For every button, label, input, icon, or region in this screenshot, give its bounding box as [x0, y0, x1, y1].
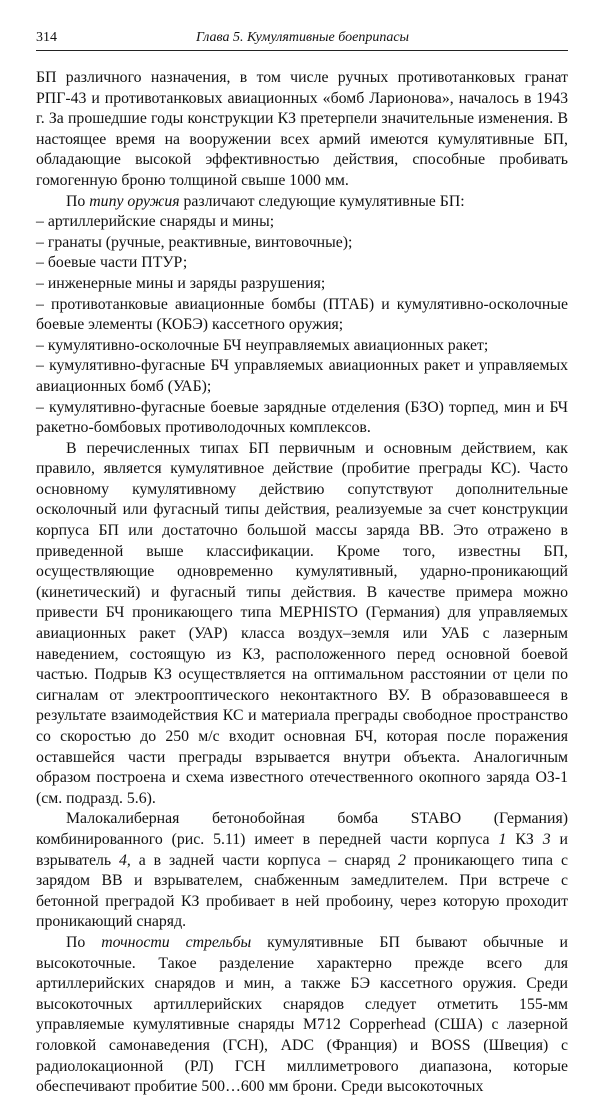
list-item: – кумулятивно-фугасные боевые зарядные отделения (БЗО) торпед, мин и БЧ ракетно-бомбовых противолодочных комплексов.: [36, 398, 568, 437]
paragraph-1: БП различного назначения, в том числе ручных противотанковых гранат РПГ-43 и противотанковых авиационных «бомб Ларионова», началось в 1943 г. За прошедшие годы конструкции КЗ претерпели значительные изменения. В настоящее время на вооружении всех армий имеются кумулятивные БП, обладающие высокой эффективностью действия, способные пробивать гомогенную броню толщиной свыше 1000 мм.: [36, 69, 568, 189]
page-number: 314: [36, 30, 57, 45]
list-item: – кумулятивно-осколочные БЧ неуправляемых авиационных ракет;: [36, 336, 489, 354]
paragraph-weapon-type: По типу оружия различают следующие кумулятивные БП:: [66, 192, 465, 210]
list-item: – гранаты (ручные, реактивные, винтовочные);: [36, 233, 353, 251]
paragraph-action-types: В перечисленных типах БП первичным и основным действием, как правило, является кумулятивное действие (пробитие преграды КС). Часто основному кумулятивному действию сопутствуют дополнительные осколочный или фугасный типы действия, реализуемые за счет конструкции корпуса БП или достаточно большой массы заряда ВВ. Это отражено в приведенной выше классификации. Кроме того, известны БП, осуществляющие одновременно кумулятивный, ударно-проникающий (кинетический) и фугасный типы действия. В качестве примера можно привести БЧ проникающего типа MEPHISTO (Германия) для управляемых авиационных ракет (УАР) класса воздух–земля или УАБ с лазерным наведением, состоящую из КЗ, расположенного перед основной боевой частью. Подрыв КЗ осуществляется на оптимальном расстоянии от цели по сигналам от электрооптического неконтактного ВУ. В образовавшееся в результате взаимодействия КС и материала преграды свободное пространство со скоростью до 250 м/с входит основная БЧ, которая после поражения оставшейся части преграды взрывается внутри объекта. Аналогичным образом построена и схема известного отечественного окопного заряда ОЗ-1 (см. подразд. 5.6).: [36, 439, 568, 807]
emphasis-accuracy: точности стрельбы: [101, 933, 252, 951]
paragraph-stabo: Малокалиберная бетонобойная бомба STABO (Германия) комбинированного (рис. 5.11) имеет в передней части корпуса 1 КЗ 3 и взрыватель 4, а в задней части корпуса – снаряд 2 проникающего типа с зарядом ВВ и взрывателем, снабженным замедлителем. При встрече с бетонной преградой КЗ пробивает в ней пробоину, через которую проходит проникающий снаряд.: [36, 810, 568, 931]
list-item: – артиллерийские снаряды и мины;: [36, 213, 275, 231]
list-item: – кумулятивно-фугасные БЧ управляемых авиационных ракет и управляемых авиационных бомб (УАБ);: [36, 357, 568, 395]
list-item: – инженерные мины и заряды разрушения;: [36, 274, 326, 292]
emphasis-weapon-type: типу оружия: [89, 192, 180, 210]
running-header: [36, 28, 568, 51]
page-body: [36, 68, 568, 1098]
chapter-title: Глава 5. Кумулятивные боеприпасы: [196, 30, 410, 45]
list-item: – противотанковые авиационные бомбы (ПТАБ) и кумулятивно-осколочные боевые элементы (КОБЭ) кассетного оружия;: [36, 295, 568, 334]
list-item: – боевые части ПТУР;: [36, 254, 188, 272]
paragraph-accuracy: По точности стрельбы кумулятивные БП бывают обычные и высокоточные. Такое разделение характерно прежде всего для артиллерийских снарядов и мин, а также БЭ кассетного оружия. Среди высокоточных артиллерийских снарядов следует отметить 155-мм управляемые кумулятивные снаряды M712 Copperhead (США) с лазерной головкой самонаведения (ГСН), ADC (Франция) и BOSS (Швеция) с радиолокационной (РЛ) ГСН миллиметрового диапазона, которые обеспечивают пробитие 500…600 мм брони. Среди высокоточных: [36, 933, 569, 1096]
